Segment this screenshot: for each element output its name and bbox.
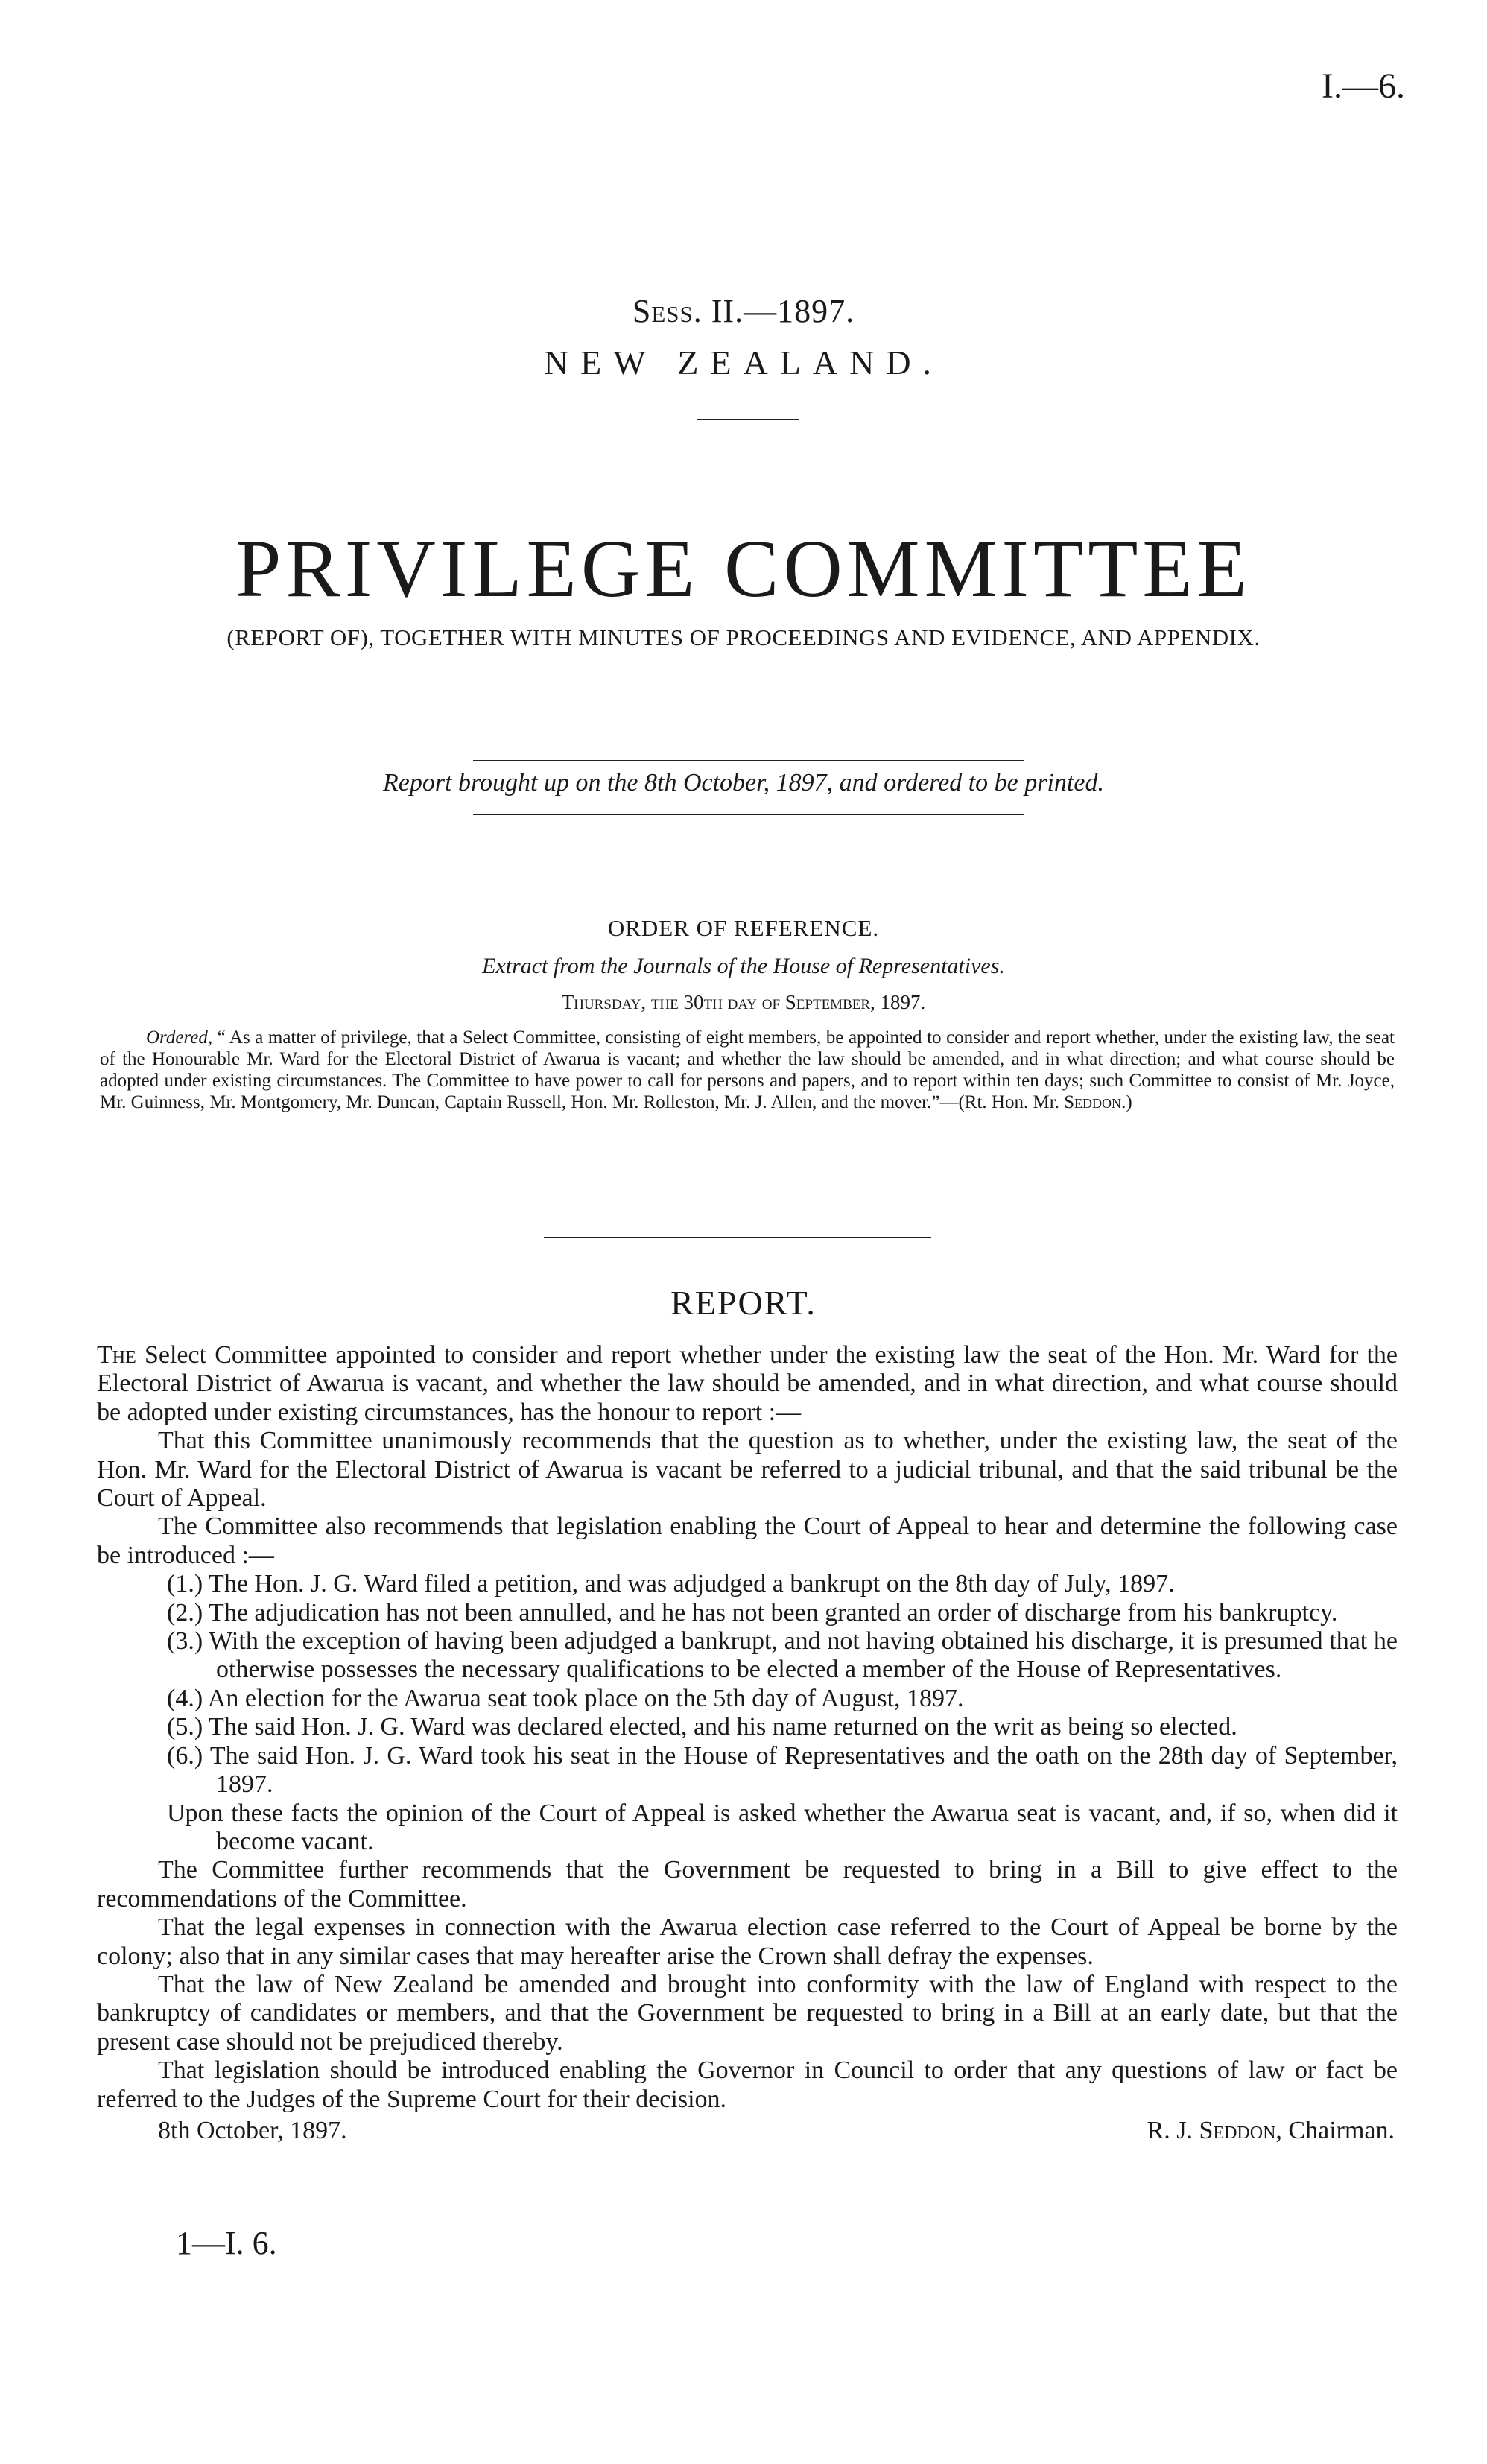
journal-extract-line: Extract from the Journals of the House of Representatives.	[482, 954, 1005, 978]
signatory-title: , Chairman.	[1275, 2116, 1395, 2144]
subtitle: (REPORT OF), TOGETHER WITH MINUTES OF PROCEEDINGS AND EVIDENCE, AND APPENDIX.	[226, 624, 1261, 650]
item-number: (1.)	[167, 1570, 203, 1598]
item-number: (5.)	[167, 1713, 203, 1741]
session-text: Sess. II.—1897.	[632, 293, 855, 329]
item-text: The Hon. J. G. Ward filed a petition, and was adjudged a bankrupt on the 8th day of July, 1897.	[209, 1570, 1175, 1598]
item-text: The adjudication has not been annulled, and he has not been granted an order of discharge from his bankruptcy.	[209, 1598, 1338, 1627]
sitting-date: Thursday, the 30th day of September, 1897.	[561, 991, 926, 1013]
report-heading: REPORT.	[670, 1284, 817, 1322]
item-text: The said Hon. J. G. Ward took his seat in the House of Representatives and the oath on the 28th day of September, 1897.	[209, 1741, 1398, 1799]
divider-below-report-line	[473, 814, 1024, 815]
intro-first-word: The	[97, 1341, 136, 1369]
signatory	[1147, 2117, 1395, 2145]
order-text: “ As a matter of privilege, that a Select Committee, consisting of eight members, be appointed to consider and report whether, under the existing law, the seat of the Honourable Mr. Ward for the Electoral District of Awarua is vacant; and whether the law should be amended, and in what direction; and what course should be adopted under existing circumstances. The Committee to have power to call for persons and papers, and to report within ten days; such Committee to consist of Mr. Joyce, Mr. Guinness, Mr. Montgomery, Mr. Duncan, Captain Russell, Hon. Mr. Rolleston, Mr. J. Allen, and the mover.”—(Rt. Hon. Mr.	[100, 1027, 1395, 1112]
report-date: 8th October, 1897.	[158, 2116, 347, 2144]
divider-short	[697, 419, 799, 420]
report-paragraph: That the legal expenses in connection with the Awarua election case referred to the Court of Appeal be borne by the colony; also that in any similar cases that may hereafter arise the Crown shall defray the expenses.	[97, 1913, 1398, 1970]
item-number: (3.)	[167, 1627, 203, 1656]
item-text: The said Hon. J. G. Ward was declared elected, and his name returned on the writ as being so elected.	[209, 1713, 1237, 1741]
case-item	[97, 1627, 1398, 1685]
report-paragraph: The Committee also recommends that legislation enabling the Court of Appeal to hear and determine the following case be introduced :—	[97, 1513, 1398, 1569]
page-number: I.—6.	[1322, 66, 1405, 106]
ordered-word: Ordered,	[146, 1027, 213, 1048]
report-paragraph: That the law of New Zealand be amended and brought into conformity with the law of England with respect to the bankruptcy of candidates or members, and that the Government be requested to bring in a Bill at an early date, but that the present case should not be prejudiced thereby.	[97, 1970, 1398, 2056]
case-item	[97, 1713, 1398, 1741]
item-text: With the exception of having been adjudged a bankrupt, and not having obtained his discharge, it is presumed that he otherwise possesses the necessary qualifications to be elected a member of the House of Representatives.	[209, 1627, 1398, 1684]
signatory-name: R. J. Seddon	[1147, 2116, 1276, 2144]
order-text-end: .)	[1121, 1092, 1132, 1112]
case-item	[97, 1742, 1398, 1799]
footer-reference: 1—I. 6.	[176, 2225, 277, 2261]
report-body	[97, 1341, 1398, 2150]
case-item	[97, 1570, 1398, 1598]
item-number: (6.)	[167, 1741, 203, 1770]
order-of-reference-heading: ORDER OF REFERENCE.	[607, 915, 880, 941]
order-of-reference-text	[100, 1027, 1395, 1113]
report-brought-line: Report brought up on the 8th October, 1897, and ordered to be printed.	[383, 769, 1104, 796]
report-paragraph: The Committee further recommends that the Government be requested to bring in a Bill to give effect to the recommendations of the Committee.	[97, 1856, 1398, 1913]
item-number: (4.)	[167, 1684, 203, 1712]
report-paragraph: That this Committee unanimously recommends that the question as to whether, under the existing law, the seat of the Hon. Mr. Ward for the Electoral District of Awarua is vacant be referred to a judicial tribunal, and that the said tribunal be the Court of Appeal.	[97, 1427, 1398, 1513]
session-line	[0, 292, 1487, 330]
divider-dotted	[544, 1237, 931, 1238]
intro-text: Select Committee appointed to consider and report whether under the existing law the seat of the Hon. Mr. Ward for the Electoral District of Awarua is vacant, and whether the law should be amended, and in what direction, and what course should be adopted under existing circumstances, has the honour to report :—	[97, 1341, 1398, 1426]
report-closing	[97, 2117, 1398, 2150]
main-title: PRIVILEGE COMMITTEE	[235, 523, 1252, 614]
mover-name: Seddon	[1064, 1092, 1122, 1112]
report-intro	[97, 1341, 1398, 1427]
case-item	[97, 1599, 1398, 1627]
item-text: An election for the Awarua seat took place on the 5th day of August, 1897.	[207, 1684, 964, 1712]
report-paragraph: That legislation should be introduced enabling the Governor in Council to order that any questions of law or fact be referred to the Judges of the Supreme Court for their decision.	[97, 2056, 1398, 2113]
item-number: (2.)	[167, 1598, 203, 1627]
divider-above-report-line	[473, 760, 1024, 761]
court-question: Upon these facts the opinion of the Court of Appeal is asked whether the Awarua seat is vacant, and, if so, when did it become vacant.	[167, 1799, 1398, 1855]
case-item	[97, 1685, 1398, 1713]
country-line: NEW ZEALAND.	[543, 343, 944, 381]
